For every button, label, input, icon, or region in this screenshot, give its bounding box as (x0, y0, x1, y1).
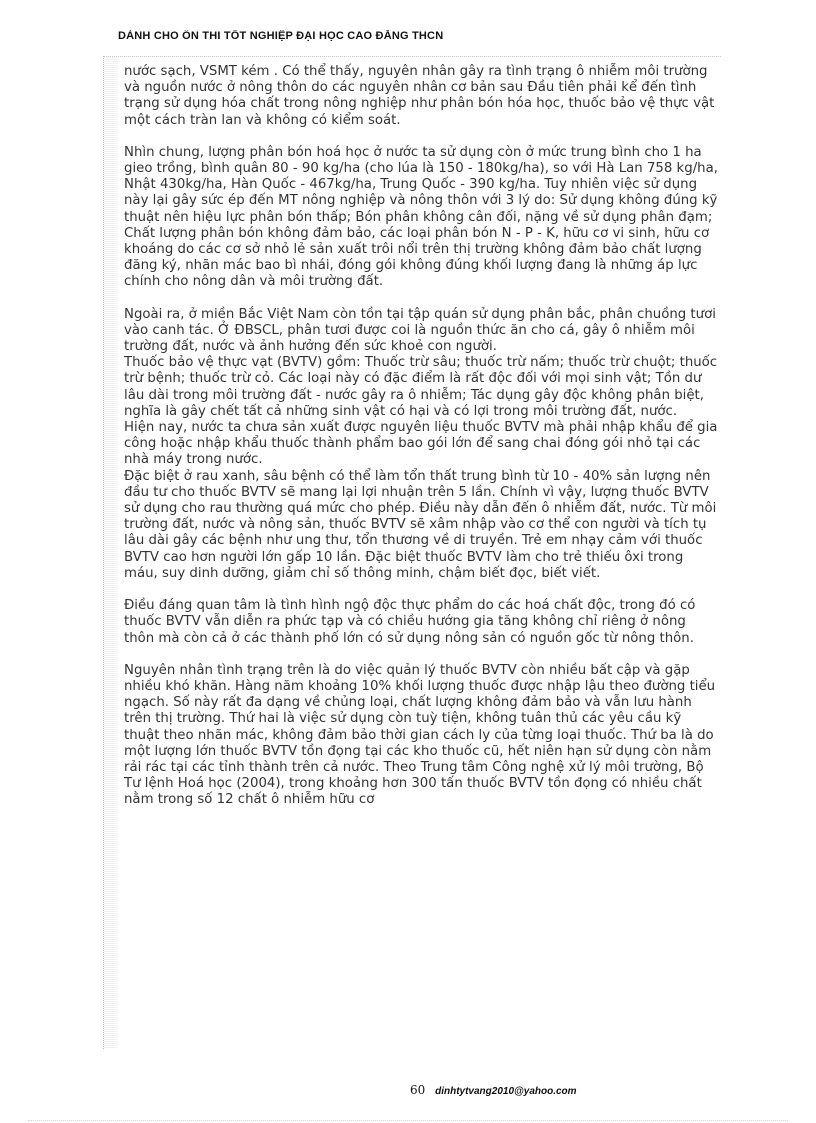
paragraph: Nguyên nhân tình trạng trên là do việc quản lý thuốc BVTV còn nhiều bất cập và gặp nhiều khó khăn. Hàng năm khoảng 10% khối lượng thuốc được nhập lậu theo đường tiểu ngạch. Số này rất đa dạng về chủng loại, chất lượng không đảm bảo và vẫn lưu hành trên thị trường. Thứ hai là việc sử dụng còn tuỳ tiện, không tuân thủ các yêu cầu kỹ thuật theo nhãn mác, không đảm bảo thời gian cách ly của từng loại thuốc. Thứ ba là do một lượng lớn thuốc BVTV tồn đọng tại các kho thuốc cũ, hết niên hạn sử dụng còn nằm rải rác tại các tỉnh thành trên cả nước. Theo Trung tâm Công nghệ xử lý môi trường, Bộ Tư lệnh Hoá học (2004), trong khoảng hơn 300 tấn thuốc BVTV tồn đọng có nhiều chất nằm trong số 12 chất ô nhiễm hữu cơ (124, 662, 716, 808)
page-number: 60 (410, 1083, 426, 1097)
paragraph: Nhìn chung, lượng phân bón hoá học ở nước ta sử dụng còn ở mức trung bình cho 1 ha gieo trồng, bình quân 80 - 90 kg/ha (cho lúa là 150 - 180kg/ha), so với Hà Lan 758 kg/ha, Nhật 430kg/ha, Hàn Quốc - 467kg/ha, Trung Quốc - 390 kg/ha. Tuy nhiên việc sử dụng này lại gây sức ép đến MT nông nghiệp và nông thôn với 3 lý do: Sử dụng không đúng kỹ thuật nên hiệu lực phân bón thấp; Bón phân không cân đối, nặng về sử dụng phân đạm; Chất lượng phân bón không đảm bảo, các loại phân bón N - P - K, hữu cơ vi sinh, hữu cơ khoáng do các cơ sở nhỏ lẻ sản xuất trôi nổi trên thị trường không đảm bảo chất lượng đăng ký, nhãn mác bao bì nhái, đóng gói không đúng khối lượng đang là những áp lực chính cho nông dân và môi trường đất. (124, 144, 718, 290)
paragraph: Hiện nay, nước ta chưa sản xuất được nguyên liệu thuốc BVTV mà phải nhập khẩu để gia công hoặc nhập khẩu thuốc thành phẩm bao gói lớn để sang chai đóng gói nhỏ tại các nhà máy trong nước. (124, 420, 718, 468)
page-header: DÀNH CHO ÔN THI TỐT NGHIỆP ĐẠI HỌC CAO ĐẲNG THCN (118, 30, 444, 42)
paragraph: Ngoài ra, ở miền Bắc Việt Nam còn tồn tại tập quán sử dụng phân bắc, phân chuồng tươi vào canh tác. Ở ĐBSCL, phân tươi được coi là nguồn thức ăn cho cá, gây ô nhiễm môi trường đất, nước và ảnh hưởng đến sức khoẻ con người. (124, 306, 716, 355)
bottom-divider (28, 1120, 788, 1121)
paragraph: Điều đáng quan tâm là tình hình ngộ độc thực phẩm do các hoá chất độc, trong đó có thuốc BVTV vẫn diễn ra phức tạp và có chiều hướng gia tăng không chỉ riêng ở nông thôn mà còn cả ở các thành phố lớn có sử dụng nông sản có nguồn gốc từ nông thôn. (124, 598, 696, 646)
footer-email: dinhtytvang2010@yahoo.com (435, 1086, 577, 1097)
document-body (124, 64, 720, 809)
page-footer (410, 1083, 577, 1097)
paragraph: Thuốc bảo vệ thực vạt (BVTV) gồm: Thuốc trừ sâu; thuốc trừ nấm; thuốc trừ chuột; thuốc trừ bệnh; thuốc trừ cỏ. Các loại này có đặc điểm là rất độc đối với mọi sinh vật; Tồn dư lâu dài trong môi trường đất - nước gây ra ô nhiễm; Tác dụng gây độc không phân biệt, nghĩa là gây chết tất cả những sinh vật có hại và có lợi trong môi trường đất, nước. (124, 355, 718, 419)
paragraph: Đặc biệt ở rau xanh, sâu bệnh có thể làm tổn thất trung bình từ 10 - 40% sản lượng nên đầu tư cho thuốc BVTV sẽ mang lại lợi nhuận trên 5 lần. Chính vì vậy, lượng thuốc BVTV sử dụng cho rau thường quá mức cho phép. Điều này dẫn đến ô nhiễm đất, nước. Từ môi trường đất, nước và nông sản, thuốc BVTV sẽ xâm nhập vào cơ thể con người và tích tụ lâu dài gây các bệnh như ung thư, tổn thương về di truyền. Trẻ em nhạy cảm với thuốc BVTV cao hơn người lớn gấp 10 lần. Đặc biệt thuốc BVTV làm cho trẻ thiếu ôxi trong máu, suy dinh dưỡng, giảm chỉ số thông minh, chậm biết đọc, biết viết. (124, 468, 717, 581)
paragraph: nước sạch, VSMT kém . Có thể thấy, nguyên nhân gây ra tình trạng ô nhiễm môi trường và nguồn nước ở nông thôn do các nguyên nhân cơ bản sau Đầu tiên phải kể đến tình trạng sử dụng hóa chất trong nông nghiệp như phân bón hóa học, thuốc bảo vệ thực vật một cách tràn lan và không có kiểm soát. (124, 64, 715, 128)
frame-margin-shade (104, 57, 118, 1048)
